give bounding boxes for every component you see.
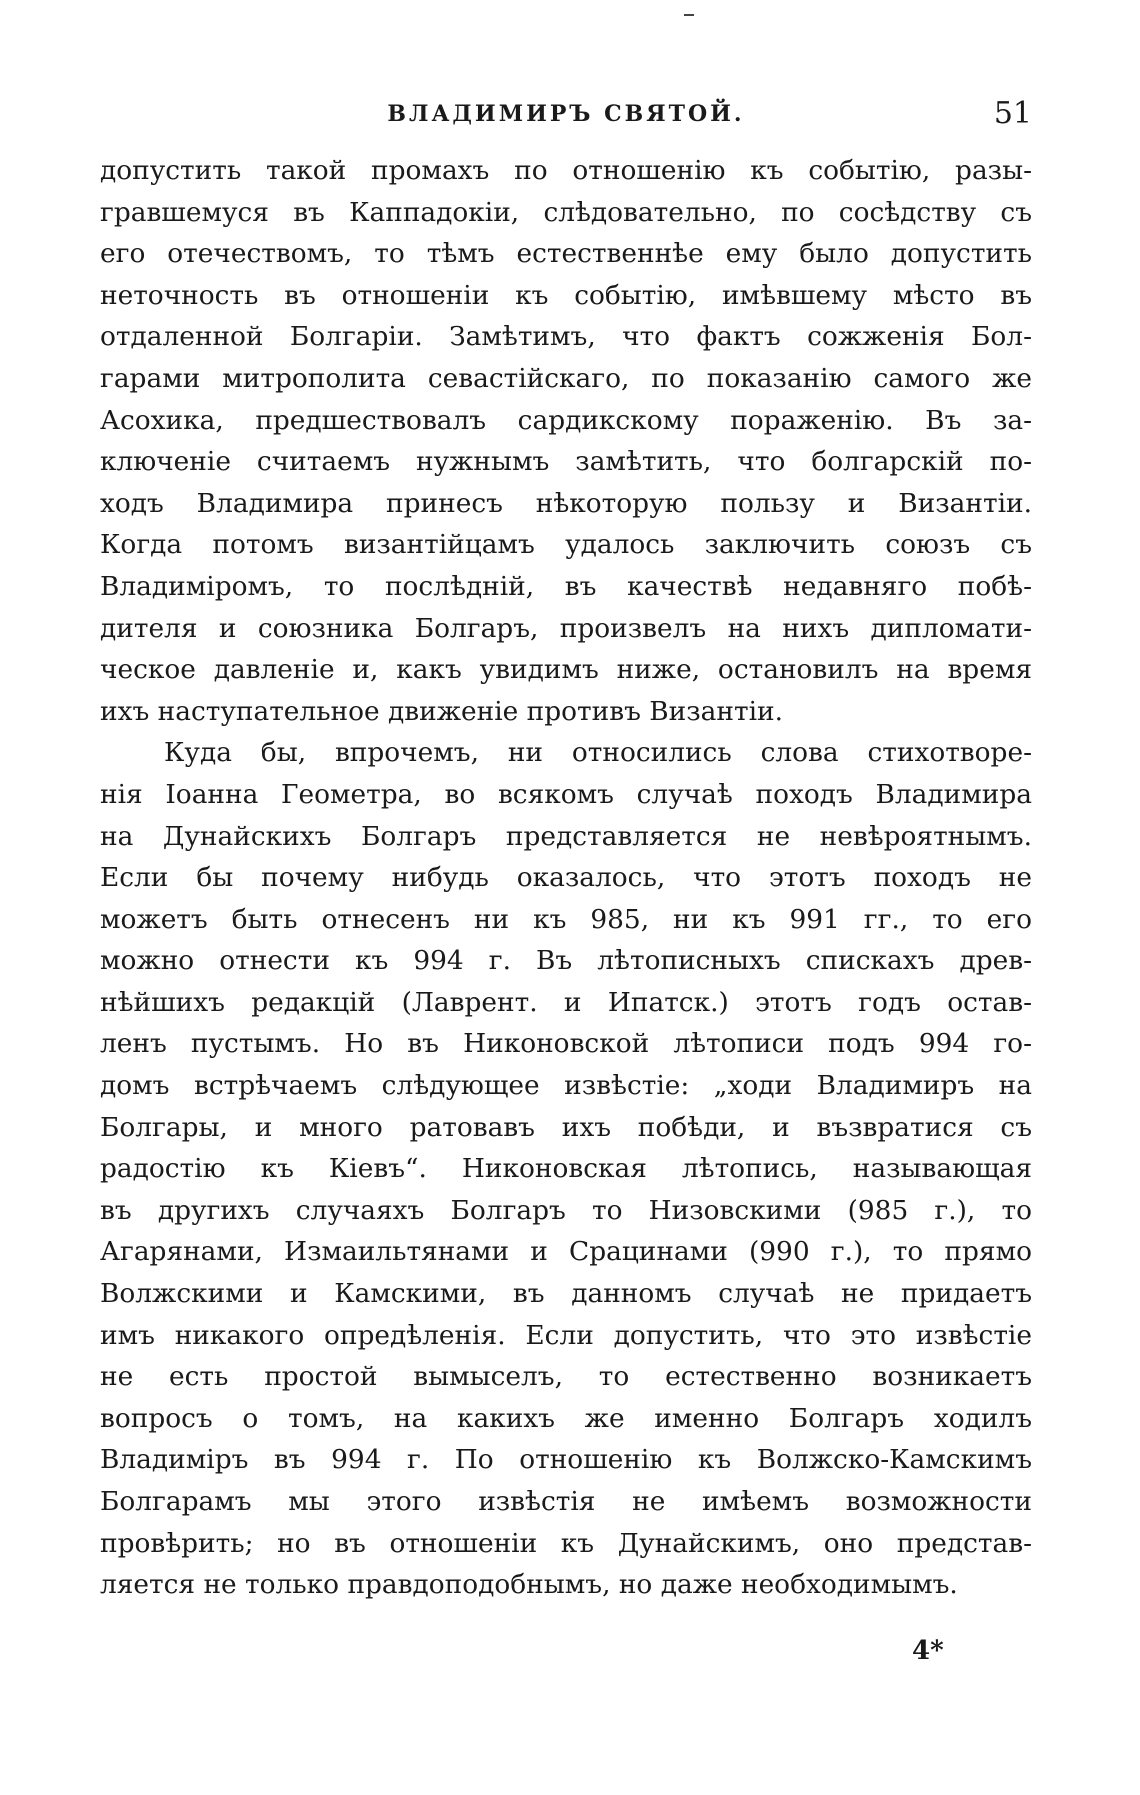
text-line: радостію къ Кіевъ“. Никоновская лѣтопись, называющая: [100, 1153, 1032, 1185]
text-line: Болгарамъ мы этого извѣстія не имѣемъ возможности: [100, 1486, 1032, 1517]
text-line: на Дунайскихъ Болгаръ представляется не невѣроятнымъ.: [100, 820, 1032, 852]
text-line: ходъ Владимира принесъ нѣкоторую пользу и Византіи.: [100, 487, 1032, 519]
text-line: ляется не только правдоподобнымъ, но даже необходимымъ.: [100, 1569, 958, 1601]
text-line: провѣрить; но въ отношеніи къ Дунайскимъ, оно представ-: [100, 1527, 1032, 1559]
text-line: Когда потомъ византійцамъ удалось заключить союзъ съ: [100, 529, 1032, 561]
text-line: Волжскими и Камскими, въ данномъ случаѣ не придаетъ: [100, 1278, 1032, 1310]
text-line: ческое давленіе и, какъ увидимъ ниже, остановилъ на время: [100, 654, 1032, 686]
signature-mark: 4*: [912, 1636, 944, 1666]
text-line: допустить такой промахъ по отношенію къ событію, разы-: [100, 155, 1032, 186]
text-line: домъ встрѣчаемъ слѣдующее извѣстіе: „ходи Владимиръ на: [100, 1070, 1032, 1102]
text-line: дителя и союзника Болгаръ, произвелъ на нихъ дипломати-: [100, 612, 1032, 644]
text-line: ихъ наступательное движеніе противъ Византіи.: [100, 695, 783, 727]
text-line: можетъ быть отнесенъ ни къ 985, ни къ 991 гг., то его: [100, 903, 1032, 935]
text-line: можно отнести къ 994 г. Въ лѣтописныхъ спискахъ древ-: [100, 945, 1032, 977]
text-line: нѣйшихъ редакцій (Лаврент. и Ипатск.) этотъ годъ остав-: [100, 986, 1032, 1018]
text-line: Агарянами, Измаильтянами и Срацинами (990 г.), то прямо: [100, 1236, 1032, 1268]
running-title: ВЛАДИМИРЪ СВЯТОЙ.: [387, 101, 745, 127]
text-line: его отечествомъ, то тѣмъ естественнѣе ему было допустить: [100, 238, 1032, 270]
text-line: Если бы почему нибудь оказалось, что этотъ походъ не: [100, 862, 1032, 894]
text-line: въ другихъ случаяхъ Болгаръ то Низовскими (985 г.), то: [100, 1194, 1032, 1226]
page-number: 51: [993, 96, 1032, 131]
text-line: гарами митрополита севастійскаго, по показанію самого же: [100, 362, 1032, 394]
text-line: Владиміромъ, то послѣдній, въ качествѣ недавняго побѣ-: [100, 570, 1032, 602]
text-line: нія Іоанна Геометра, во всякомъ случаѣ походъ Владимира: [100, 778, 1032, 810]
text-line: Владиміръ въ 994 г. По отношенію къ Волжско-Камскимъ: [100, 1444, 1032, 1476]
text-line: Асохика, предшествовалъ сардикскому пораженію. Въ за-: [100, 404, 1032, 436]
text-line: ключеніе считаемъ нужнымъ замѣтить, что болгарскій по-: [100, 446, 1032, 478]
text-line: имъ никакого опредѣленія. Если допустить, что это извѣстіе: [100, 1319, 1032, 1351]
text-line: ленъ пустымъ. Но въ Никоновской лѣтописи подъ 994 го-: [100, 1028, 1032, 1060]
text-line: неточность въ отношеніи къ событію, имѣвшему мѣсто въ: [100, 279, 1032, 311]
text-line: отдаленной Болгаріи. Замѣтимъ, что фактъ сожженія Бол-: [100, 321, 1032, 353]
running-head: [100, 94, 1032, 134]
text-line: вопросъ о томъ, на какихъ же именно Болгаръ ходилъ: [100, 1402, 1032, 1434]
text-line: Болгары, и много ратовавъ ихъ побѣди, и възвратися съ: [100, 1111, 1032, 1143]
page-mark: [684, 14, 694, 16]
text-line: Куда бы, впрочемъ, ни относились слова стихотворе-: [164, 737, 1032, 769]
body-text: [100, 150, 1032, 1606]
text-line: не есть простой вымыселъ, то естественно возникаетъ: [100, 1361, 1032, 1393]
text-line: гравшемуся въ Каппадокіи, слѣдовательно, по сосѣдству съ: [100, 196, 1032, 228]
